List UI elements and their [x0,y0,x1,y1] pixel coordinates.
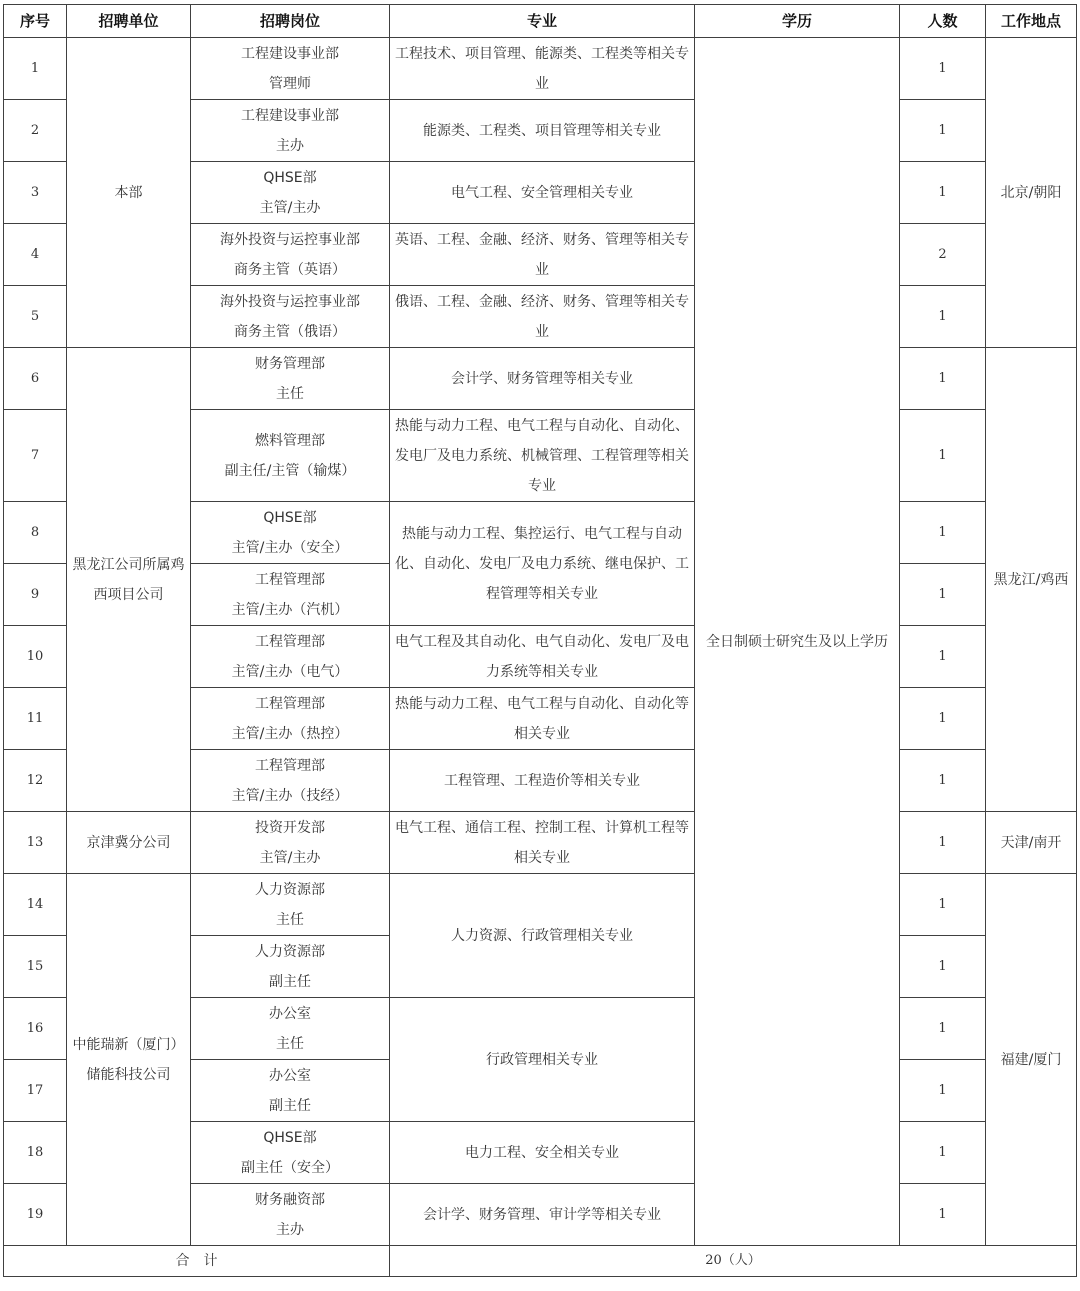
unit-cell: 本部 [67,38,191,348]
header-major: 专业 [390,5,695,38]
position-title: 主管/主办（电气） [231,663,349,680]
position-title: 主管/主办（汽机） [231,601,349,618]
position-cell [191,38,390,100]
position-title: 主任 [276,911,304,928]
header-index: 序号 [4,5,67,38]
count-cell: 1 [900,750,986,812]
row-index: 12 [4,750,67,812]
position-title: 主管/主办（安全） [231,539,349,556]
location-cell: 天津/南开 [986,812,1077,874]
position-dept: 工程管理部 [255,757,325,774]
row-index: 8 [4,502,67,564]
position-dept: 办公室 [269,1005,311,1022]
count-cell: 1 [900,688,986,750]
position-cell [191,564,390,626]
recruitment-table [3,4,1077,1277]
position-cell [191,1122,390,1184]
position-dept: 工程管理部 [255,633,325,650]
row-index: 3 [4,162,67,224]
position-cell [191,626,390,688]
position-title: 主管/主办（技经） [231,787,349,804]
position-title: 主办 [276,137,304,154]
unit-cell: 黑龙江公司所属鸡西项目公司 [67,348,191,812]
header-unit: 招聘单位 [67,5,191,38]
major-cell: 人力资源、行政管理相关专业 [390,874,695,998]
location-cell: 北京/朝阳 [986,38,1077,348]
position-title: 管理师 [269,75,311,92]
unit-cell: 中能瑞新（厦门）储能科技公司 [67,874,191,1246]
position-dept: QHSE部 [263,509,317,526]
major-cell: 会计学、财务管理、审计学等相关专业 [390,1184,695,1246]
position-title: 主管/主办 [259,849,321,866]
major-cell: 工程技术、项目管理、能源类、工程类等相关专业 [390,38,695,100]
table-row [4,874,1077,936]
header-count: 人数 [900,5,986,38]
position-cell [191,410,390,502]
row-index: 14 [4,874,67,936]
header-education: 学历 [695,5,900,38]
position-cell [191,1184,390,1246]
position-cell [191,936,390,998]
position-title: 副主任/主管（输煤） [224,462,356,479]
major-cell: 热能与动力工程、电气工程与自动化、自动化、发电厂及电力系统、机械管理、工程管理等相关专业 [390,410,695,502]
position-title: 副主任 [269,973,311,990]
count-cell: 2 [900,224,986,286]
total-label: 合 计 [4,1246,390,1277]
total-row [4,1246,1077,1277]
position-cell [191,348,390,410]
count-cell: 1 [900,286,986,348]
position-dept: 人力资源部 [255,943,325,960]
row-index: 9 [4,564,67,626]
major-cell: 能源类、工程类、项目管理等相关专业 [390,100,695,162]
count-cell: 1 [900,1060,986,1122]
count-cell: 1 [900,564,986,626]
major-cell: 热能与动力工程、电气工程与自动化、自动化等相关专业 [390,688,695,750]
major-cell: 俄语、工程、金融、经济、财务、管理等相关专业 [390,286,695,348]
major-cell: 英语、工程、金融、经济、财务、管理等相关专业 [390,224,695,286]
count-cell: 1 [900,502,986,564]
count-cell: 1 [900,38,986,100]
position-title: 副主任（安全） [241,1159,339,1176]
position-dept: 财务融资部 [255,1191,325,1208]
row-index: 18 [4,1122,67,1184]
row-index: 11 [4,688,67,750]
major-cell: 电气工程、安全管理相关专业 [390,162,695,224]
position-cell [191,874,390,936]
position-dept: 财务管理部 [255,355,325,372]
location-cell: 福建/厦门 [986,874,1077,1246]
position-title: 主办 [276,1221,304,1238]
position-cell [191,688,390,750]
position-dept: 工程管理部 [255,571,325,588]
position-dept: 办公室 [269,1067,311,1084]
position-title: 主任 [276,1035,304,1052]
row-index: 2 [4,100,67,162]
count-cell: 1 [900,1122,986,1184]
position-cell [191,224,390,286]
major-cell: 电气工程及其自动化、电气自动化、发电厂及电力系统等相关专业 [390,626,695,688]
major-cell: 会计学、财务管理等相关专业 [390,348,695,410]
position-title: 主管/主办 [259,199,321,216]
position-cell [191,750,390,812]
table-row [4,38,1077,100]
position-cell [191,100,390,162]
count-cell: 1 [900,812,986,874]
position-dept: 投资开发部 [255,819,325,836]
position-dept: 工程管理部 [255,695,325,712]
count-cell: 1 [900,998,986,1060]
row-index: 4 [4,224,67,286]
position-dept: QHSE部 [263,1129,317,1146]
position-title: 副主任 [269,1097,311,1114]
count-cell: 1 [900,1184,986,1246]
row-index: 13 [4,812,67,874]
count-cell: 1 [900,348,986,410]
header-position: 招聘岗位 [191,5,390,38]
position-cell [191,1060,390,1122]
table-row [4,348,1077,410]
row-index: 19 [4,1184,67,1246]
location-cell: 黑龙江/鸡西 [986,348,1077,812]
major-cell: 电气工程、通信工程、控制工程、计算机工程等相关专业 [390,812,695,874]
position-title: 商务主管（俄语） [234,323,346,340]
position-cell [191,162,390,224]
table-row [4,812,1077,874]
position-cell [191,286,390,348]
row-index: 10 [4,626,67,688]
row-index: 15 [4,936,67,998]
header-row [4,5,1077,38]
row-index: 17 [4,1060,67,1122]
row-index: 5 [4,286,67,348]
count-cell: 1 [900,874,986,936]
major-cell: 工程管理、工程造价等相关专业 [390,750,695,812]
recruitment-table-container [3,4,1077,1277]
position-dept: 工程建设事业部 [241,45,339,62]
position-dept: 工程建设事业部 [241,107,339,124]
row-index: 16 [4,998,67,1060]
header-location: 工作地点 [986,5,1077,38]
total-value: 20（人） [390,1246,1077,1277]
position-cell [191,998,390,1060]
row-index: 6 [4,348,67,410]
major-cell: 热能与动力工程、集控运行、电气工程与自动化、自动化、发电厂及电力系统、继电保护、工程管理等相关专业 [390,502,695,626]
row-index: 7 [4,410,67,502]
position-title: 主管/主办（热控） [231,725,349,742]
position-dept: QHSE部 [263,169,317,186]
count-cell: 1 [900,936,986,998]
count-cell: 1 [900,410,986,502]
major-cell: 行政管理相关专业 [390,998,695,1122]
position-dept: 燃料管理部 [255,432,325,449]
position-title: 主任 [276,385,304,402]
position-cell [191,812,390,874]
major-cell: 电力工程、安全相关专业 [390,1122,695,1184]
position-dept: 海外投资与运控事业部 [220,231,360,248]
count-cell: 1 [900,100,986,162]
position-cell [191,502,390,564]
unit-cell: 京津冀分公司 [67,812,191,874]
position-title: 商务主管（英语） [234,261,346,278]
education-cell: 全日制硕士研究生及以上学历 [695,38,900,1246]
position-dept: 人力资源部 [255,881,325,898]
count-cell: 1 [900,162,986,224]
position-dept: 海外投资与运控事业部 [220,293,360,310]
count-cell: 1 [900,626,986,688]
row-index: 1 [4,38,67,100]
